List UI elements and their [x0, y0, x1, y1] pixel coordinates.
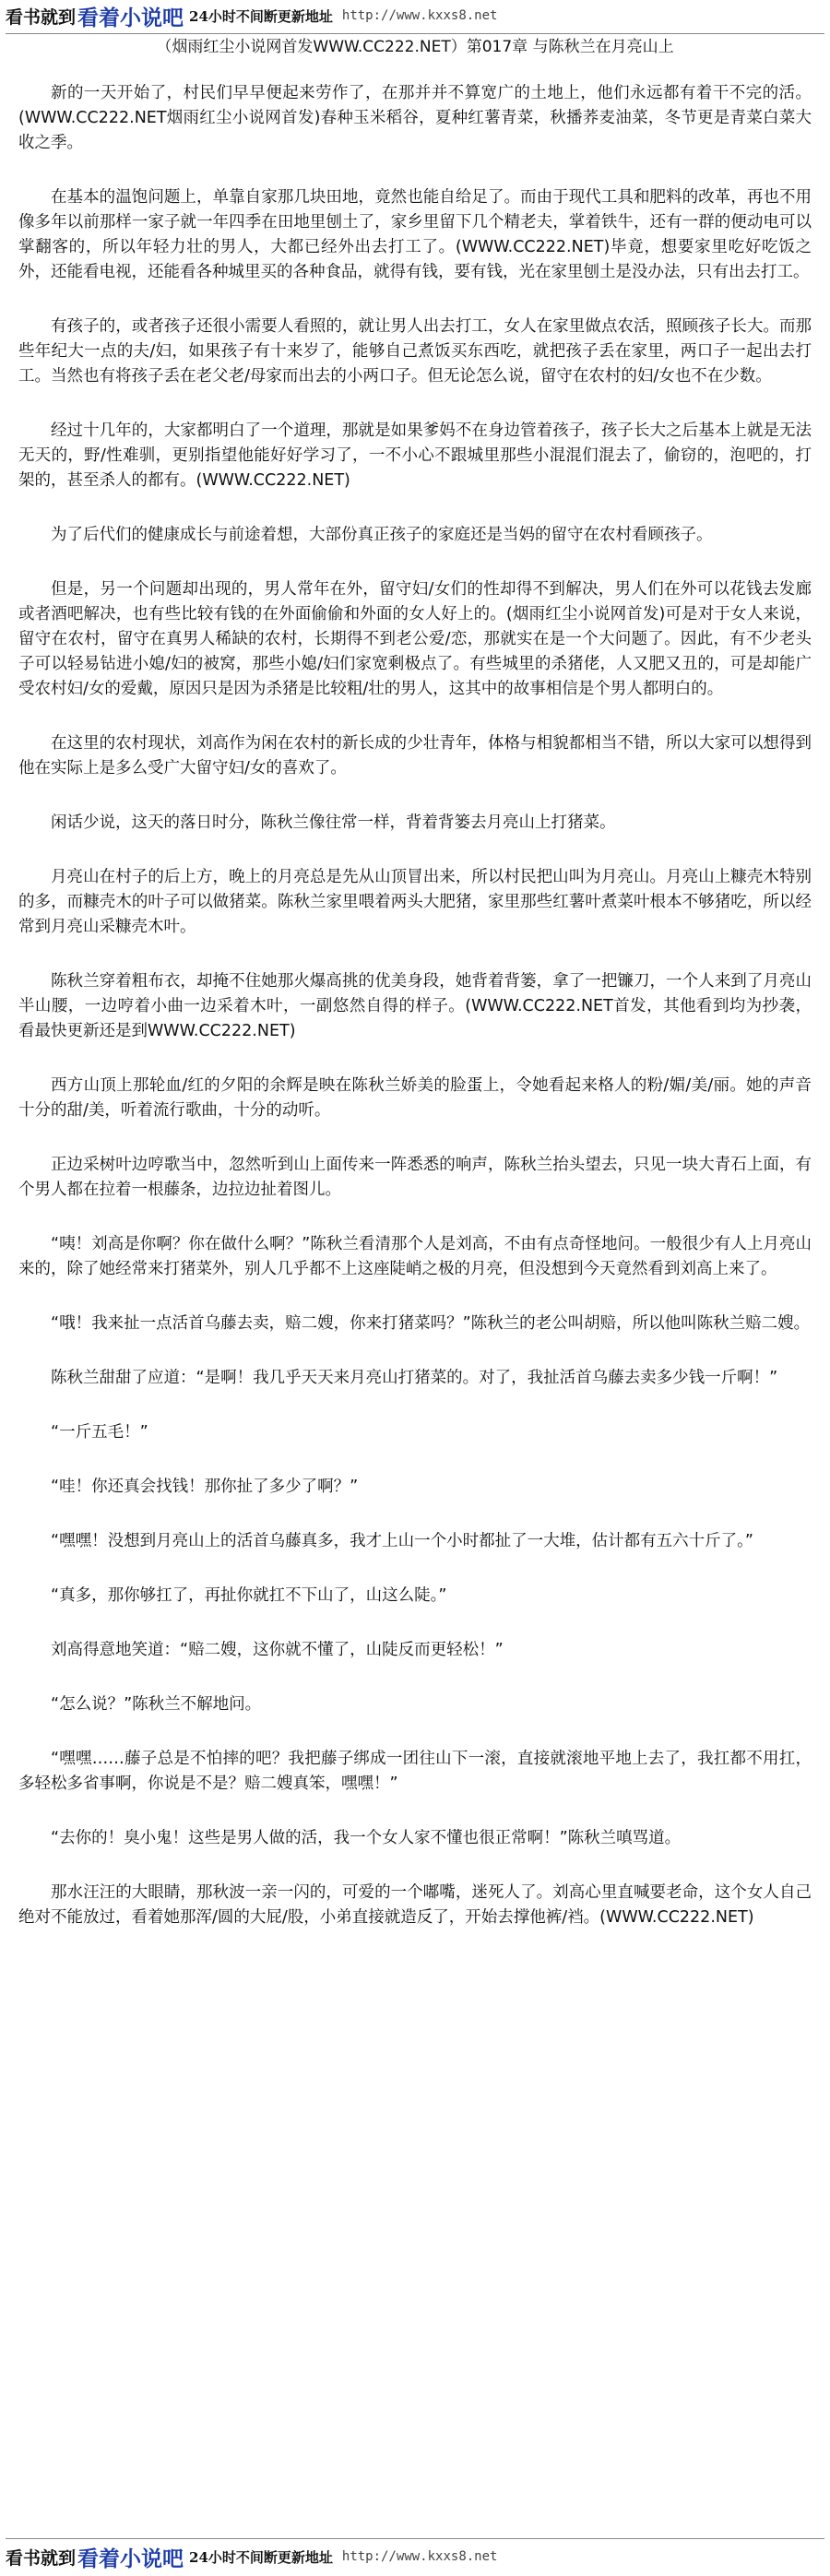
paragraph: 陈秋兰穿着粗布衣，却掩不住她那火爆高挑的优美身段，她背着背篓，拿了一把镰刀，一个人来到了月亮山半山腰，一边哼着小曲一边采着木叶，一副悠然自得的样子。(WWW.CC222.NET首发，其他看到均为抄袭，看最快更新还是到WWW.CC222.NET) [18, 972, 812, 1040]
header-divider [6, 33, 824, 34]
paragraph: 闲话少说，这天的落日时分，陈秋兰像往常一样，背着背篓去月亮山上打猪菜。 [51, 813, 616, 832]
banner-tagline: 24小时不间断更新地址 [189, 2548, 333, 2566]
paragraph: 经过十几年的，大家都明白了一个道理，那就是如果爹妈不在身边管着孩子，孩子长大之后基本上就是无法无天的，野/性难驯，更别指望他能好好学习了，一不小心不跟城里那些小混混们混去了，偷窃的，泡吧的，打架的，甚至杀人的都有。(WWW.CC222.NET) [18, 421, 812, 490]
paragraph: “咦！刘高是你啊？你在做什么啊？”陈秋兰看清那个人是刘高，不由有点奇怪地问。一般很少有人上月亮山来的，除了她经常来打猪菜外，别人几乎都不上这座陡峭之极的月亮，但没想到今天竟然看到刘高上来了。 [18, 1235, 812, 1278]
site-banner-top [6, 0, 824, 31]
paragraph: “嘿嘿……藤子总是不怕摔的吧？我把藤子绑成一团往山下一滚，直接就滚地平地上去了，我扛都不用扛，多轻松多省事啊，你说是不是？赔二嫂真笨，嘿嘿！” [18, 1750, 812, 1793]
paragraph: “嘿嘿！没想到月亮山上的活首乌藤真多，我才上山一个小时都扯了一大堆，估计都有五六十斤了。” [51, 1532, 753, 1550]
banner-site-link[interactable]: 看着小说吧 [77, 5, 184, 30]
paragraph: “真多，那你够扛了，再扯你就扛不下山了，山这么陡。” [51, 1586, 447, 1605]
chapter-title: （烟雨红尘小说网首发WWW.CC222.NET）第017章 与陈秋兰在月亮山上 [156, 38, 674, 56]
paragraph: 有孩子的，或者孩子还很小需要人看照的，就让男人出去打工，女人在家里做点农活，照顾孩子长大。而那些年纪大一点的夫/妇，如果孩子有十来岁了，能够自己煮饭买东西吃，就把孩子丢在家里，两口子一起出去打工。当然也有将孩子丢在老父老/母家而出去的小两口子。但无论怎么说，留守在农村的妇/女也不在少数。 [18, 317, 812, 386]
paragraph: “哦！我来扯一点活首乌藤去卖，赔二嫂，你来打猪菜吗？”陈秋兰的老公叫胡赔，所以他叫陈秋兰赔二嫂。 [51, 1314, 811, 1333]
banner-tagline: 24小时不间断更新地址 [189, 7, 333, 25]
chapter-body [18, 81, 812, 2534]
site-banner-bottom [6, 2541, 824, 2572]
paragraph: 在基本的温饱问题上，单靠自家那几块田地，竟然也能自给足了。而由于现代工具和肥料的改革，再也不用像多年以前那样一家子就一年四季在田地里刨土了，家乡里留下几个精老夫，掌着铁牛，还有一群的便动电可以掌翻客的，所以年轻力壮的男人，大都已经外出去打工了。(WWW.CC222.NET)毕竟，想要家里吃好吃饭之外，还能看电视，还能看各种城里买的各种食品，就得有钱，要有钱，光在家里刨土是没办法，只有出去打工。 [18, 188, 812, 281]
banner-url-link[interactable]: http://www.kxxs8.net [341, 2549, 498, 2564]
paragraph: 那水汪汪的大眼睛，那秋波一亲一闪的，可爱的一个嘟嘴，迷死人了。刘高心里直喊要老命，这个女人自己绝对不能放过，看着她那浑/圆的大屁/股，小弟直接就造反了，开始去撑他裤/裆。(WWW.CC222.NET) [18, 1883, 812, 1927]
footer-divider [6, 2538, 824, 2539]
banner-url-link[interactable]: http://www.kxxs8.net [341, 8, 498, 23]
paragraph: “一斤五毛！” [51, 1423, 148, 1442]
paragraph: “去你的！臭小鬼！这些是男人做的活，我一个女人家不懂也很正常啊！”陈秋兰嗔骂道。 [51, 1829, 682, 1847]
banner-site-link[interactable]: 看着小说吧 [77, 2546, 184, 2571]
paragraph: 正边采树叶边哼歌当中，忽然听到山上面传来一阵悉悉的响声，陈秋兰抬头望去，只见一块大青石上面，有个男人都在拉着一根藤条，边拉边扯着图儿。 [18, 1156, 812, 1199]
banner-lead-text: 看书就到 [6, 6, 77, 28]
paragraph: “哇！你还真会找钱！那你扯了多少了啊？” [51, 1478, 359, 1496]
paragraph: 陈秋兰甜甜了应道：“是啊！我几乎天天来月亮山打猪菜的。对了，我扯活首乌藤去卖多少钱一斤啊！” [51, 1369, 778, 1387]
paragraph: 月亮山在村子的后上方，晚上的月亮总是先从山顶冒出来，所以村民把山叫为月亮山。月亮山上糠壳木特别的多，而糠壳木的叶子可以做猪菜。陈秋兰家里喂着两头大肥猪，家里那些红薯叶煮菜叶根本不够猪吃，所以经常到月亮山采糠壳木叶。 [18, 868, 812, 936]
paragraph: 但是，另一个问题却出现的，男人常年在外，留守妇/女们的性却得不到解决，男人们在外可以花钱去发廊或者酒吧解决，也有些比较有钱的在外面偷偷和外面的女人好上的。(烟雨红尘小说网首发)可是对于女人来说，留守在农村，留守在真男人稀缺的农村，长期得不到老公爱/恋，那就实在是一个大问题了。因此，有不少老头子可以轻易钻进小媳/妇的被窝，那些小媳/妇们家宽剩极点了。有些城里的杀猪佬，人又肥又丑的，可是却能广受农村妇/女的爱戴，原因只是因为杀猪是比较粗/壮的男人，这其中的故事相信是个男人都明白的。 [18, 580, 812, 698]
paragraph: 西方山顶上那轮血/红的夕阳的余辉是映在陈秋兰娇美的脸蛋上，令她看起来格人的粉/媚/美/丽。她的声音十分的甜/美，听着流行歌曲，十分的动听。 [18, 1076, 812, 1120]
paragraph: “怎么说？”陈秋兰不解地问。 [51, 1695, 262, 1714]
paragraph: 刘高得意地笑道：“赔二嫂，这你就不懂了，山陡反而更轻松！” [51, 1641, 504, 1659]
paragraph: 为了后代们的健康成长与前途着想，大部份真正孩子的家庭还是当妈的留守在农村看顾孩子。 [51, 526, 713, 544]
paragraph: 在这里的农村现状，刘高作为闲在农村的新长成的少壮青年，体格与相貌都相当不错，所以大家可以想得到他在实际上是多么受广大留守妇/女的喜欢了。 [18, 734, 812, 778]
banner-lead-text: 看书就到 [6, 2547, 77, 2569]
paragraph: 新的一天开始了，村民们早早便起来劳作了，在那并并不算宽广的土地上，他们永远都有着干不完的活。(WWW.CC222.NET烟雨红尘小说网首发)春种玉米稻谷，夏种红薯青菜，秋播荞麦油菜，冬节更是青菜白菜大收之季。 [18, 84, 812, 152]
